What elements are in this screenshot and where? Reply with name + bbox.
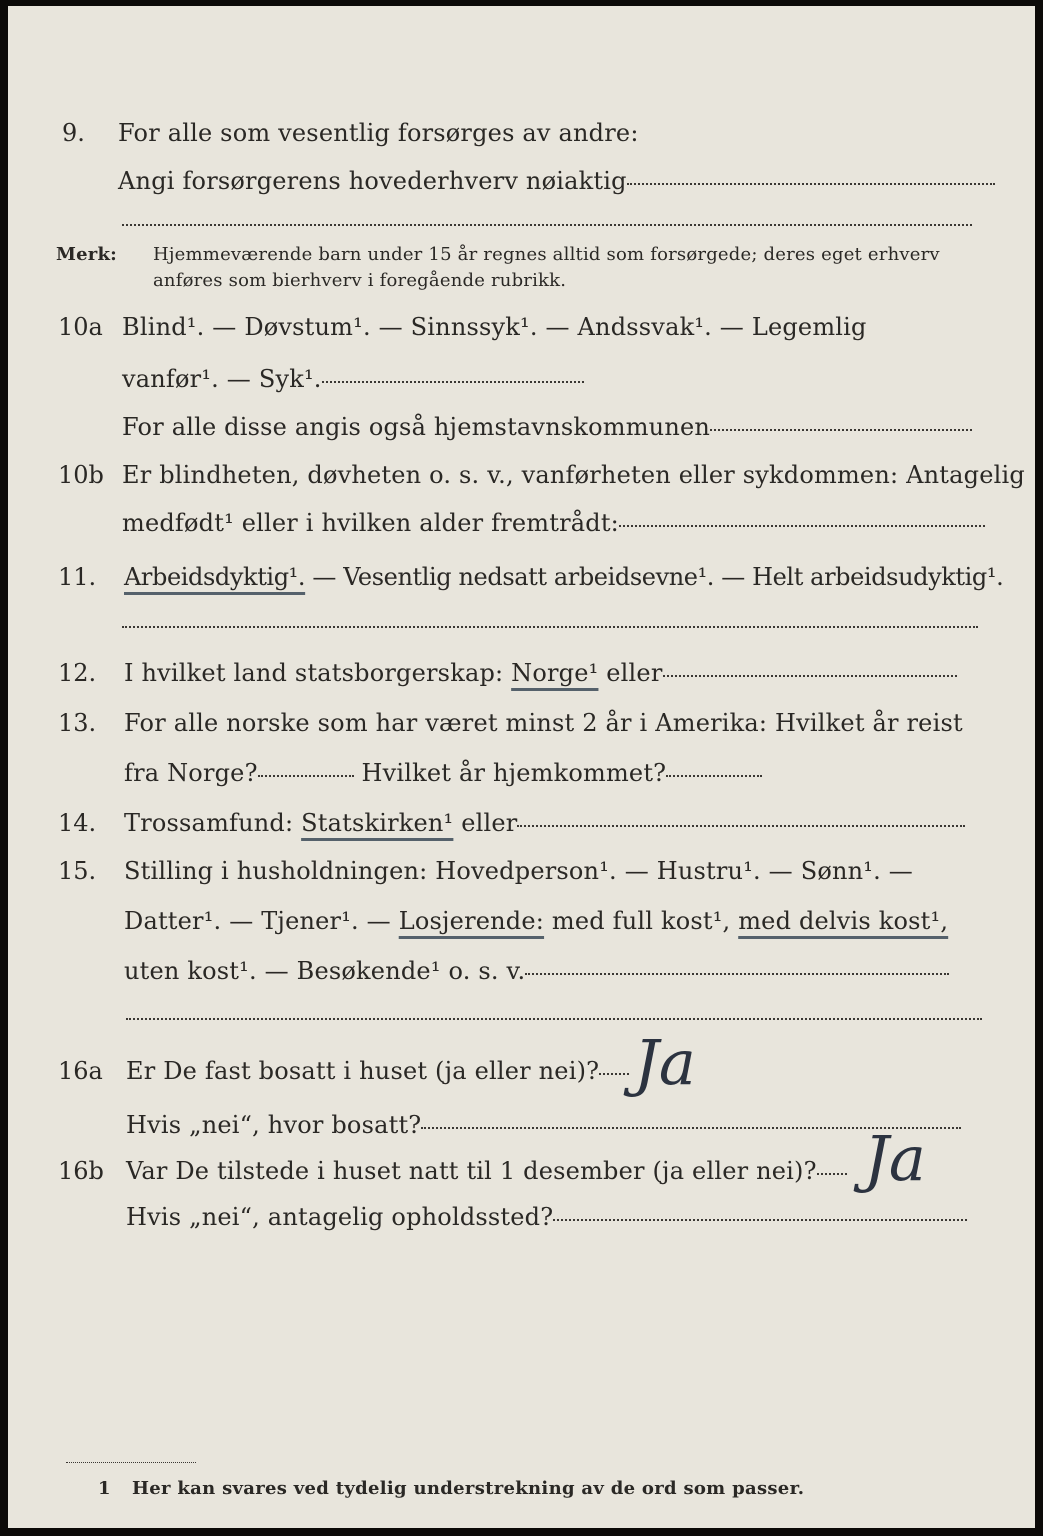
q16a-label: Er De fast bosatt i huset (ja eller nei)? xyxy=(126,1057,600,1085)
q16b-label: Var De tilstede i huset natt til 1 desember (ja eller nei)? xyxy=(126,1157,817,1185)
footnote-separator xyxy=(66,1462,196,1463)
q9-label: Angi forsørgerens hovederhverv nøiaktig xyxy=(118,167,627,195)
q15-answer-line[interactable] xyxy=(126,1018,982,1020)
q16a-label-line2: Hvis „nei“, hvor bosatt? xyxy=(126,1111,422,1139)
q14-number: 14. xyxy=(58,809,97,837)
q16b-text-line2 xyxy=(126,1202,967,1232)
q15-option-delvis-kost[interactable]: med delvis kost¹, xyxy=(738,907,949,935)
q14-label-post: eller xyxy=(453,809,518,837)
q12-option-norge[interactable]: Norge¹ xyxy=(511,659,599,687)
q15-number: 15. xyxy=(58,857,97,885)
q16b-number: 16b xyxy=(58,1157,104,1185)
q12-label-post: eller xyxy=(598,659,663,687)
q15-text-line1: Stilling i husholdningen: Hovedperson¹. — Hustru¹. — Sønn¹. — xyxy=(124,857,913,885)
q10a-text-line2 xyxy=(122,364,584,394)
q15-options-a: Datter¹. — Tjener¹. — xyxy=(124,907,399,935)
q14-label: Trossamfund: xyxy=(124,809,302,837)
q16b-whereabouts-field[interactable] xyxy=(553,1219,967,1221)
footnote-mark: 1 xyxy=(98,1478,111,1499)
note-text-line1: Hjemmeværende barn under 15 år regnes alltid som forsørgede; deres eget erhverv xyxy=(153,244,940,265)
q11-option-arbeidsdyktig[interactable]: Arbeidsdyktig¹. xyxy=(124,563,306,591)
q10a-number: 10a xyxy=(58,313,103,341)
q13-returned-field[interactable] xyxy=(666,775,762,777)
q9-text-line1: For alle som vesentlig forsørges av andre: xyxy=(118,119,639,147)
q9-text-line2 xyxy=(118,166,995,196)
q10b-label-line2: medfødt¹ eller i hvilken alder fremtrådt: xyxy=(122,509,619,537)
q16b-handwritten-answer: Ja xyxy=(864,1122,926,1195)
note-label: Merk: xyxy=(56,244,117,265)
q15-option-losjerende[interactable]: Losjerende: xyxy=(398,907,545,935)
note-text-line2: anføres som bierhverv i foregående rubrikk. xyxy=(153,270,567,291)
q14-text xyxy=(124,808,965,838)
q9-answer-field[interactable] xyxy=(627,183,995,185)
q12-answer-field[interactable] xyxy=(663,675,957,677)
q16a-text-line2 xyxy=(126,1110,961,1140)
q10a-text-line3 xyxy=(122,412,972,442)
q9-answer-line[interactable] xyxy=(122,224,972,226)
q10a-label-line2: vanfør¹. — Syk¹. xyxy=(122,365,322,393)
q15-option-full-kost: med full kost¹, xyxy=(544,907,739,935)
q15-text-line3 xyxy=(124,956,949,986)
census-form-page xyxy=(8,6,1035,1528)
footnote-text: Her kan svares ved tydelig understrekning av de ord som passer. xyxy=(132,1478,805,1499)
q16a-handwritten-answer: Ja xyxy=(634,1026,696,1099)
q15-answer-field[interactable] xyxy=(525,973,949,975)
q10a-home-municipality-field[interactable] xyxy=(710,429,972,431)
q13-number: 13. xyxy=(58,709,97,737)
q14-answer-field[interactable] xyxy=(517,825,965,827)
q9-number: 9. xyxy=(62,119,85,147)
q11-other-options: — Vesentlig nedsatt arbeidsevne¹. — Helt arbeidsudyktig¹. xyxy=(305,563,1004,591)
q14-option-statskirken[interactable]: Statskirken¹ xyxy=(301,809,454,837)
q16a-number: 16a xyxy=(58,1057,103,1085)
q10b-text-line1: Er blindheten, døvheten o. s. v., vanførheten eller sykdommen: Antagelig xyxy=(122,461,1025,489)
q10b-text-line2 xyxy=(122,508,985,538)
q16b-answer-field[interactable] xyxy=(817,1173,847,1175)
q16b-text-line1 xyxy=(126,1156,847,1186)
q10b-number: 10b xyxy=(58,461,104,489)
q11-text xyxy=(124,562,1003,592)
q13-text-line2 xyxy=(124,758,762,788)
q10a-answer-field[interactable] xyxy=(322,381,584,383)
q16a-answer-field[interactable] xyxy=(599,1073,629,1075)
q12-text xyxy=(124,658,957,688)
q13-departed-field[interactable] xyxy=(258,775,354,777)
q11-answer-line[interactable] xyxy=(122,626,978,628)
q12-number: 12. xyxy=(58,659,97,687)
q10a-text-line1: Blind¹. — Døvstum¹. — Sinnssyk¹. — Andssvak¹. — Legemlig xyxy=(122,313,867,341)
q10b-answer-field[interactable] xyxy=(619,525,985,527)
q16b-label-line2: Hvis „nei“, antagelig opholdssted? xyxy=(126,1203,554,1231)
q13-label-returned: Hvilket år hjemkommet? xyxy=(361,759,667,787)
q13-label-departed: fra Norge? xyxy=(124,759,258,787)
q11-number: 11. xyxy=(58,563,97,591)
q16a-text-line1 xyxy=(126,1056,629,1086)
q10a-label-line3: For alle disse angis også hjemstavnskommunen xyxy=(122,413,711,441)
q15-text-line2 xyxy=(124,906,948,936)
q13-text-line1: For alle norske som har været minst 2 år i Amerika: Hvilket år reist xyxy=(124,709,963,737)
q15-options-c: uten kost¹. — Besøkende¹ o. s. v. xyxy=(124,957,526,985)
q12-label: I hvilket land statsborgerskap: xyxy=(124,659,512,687)
